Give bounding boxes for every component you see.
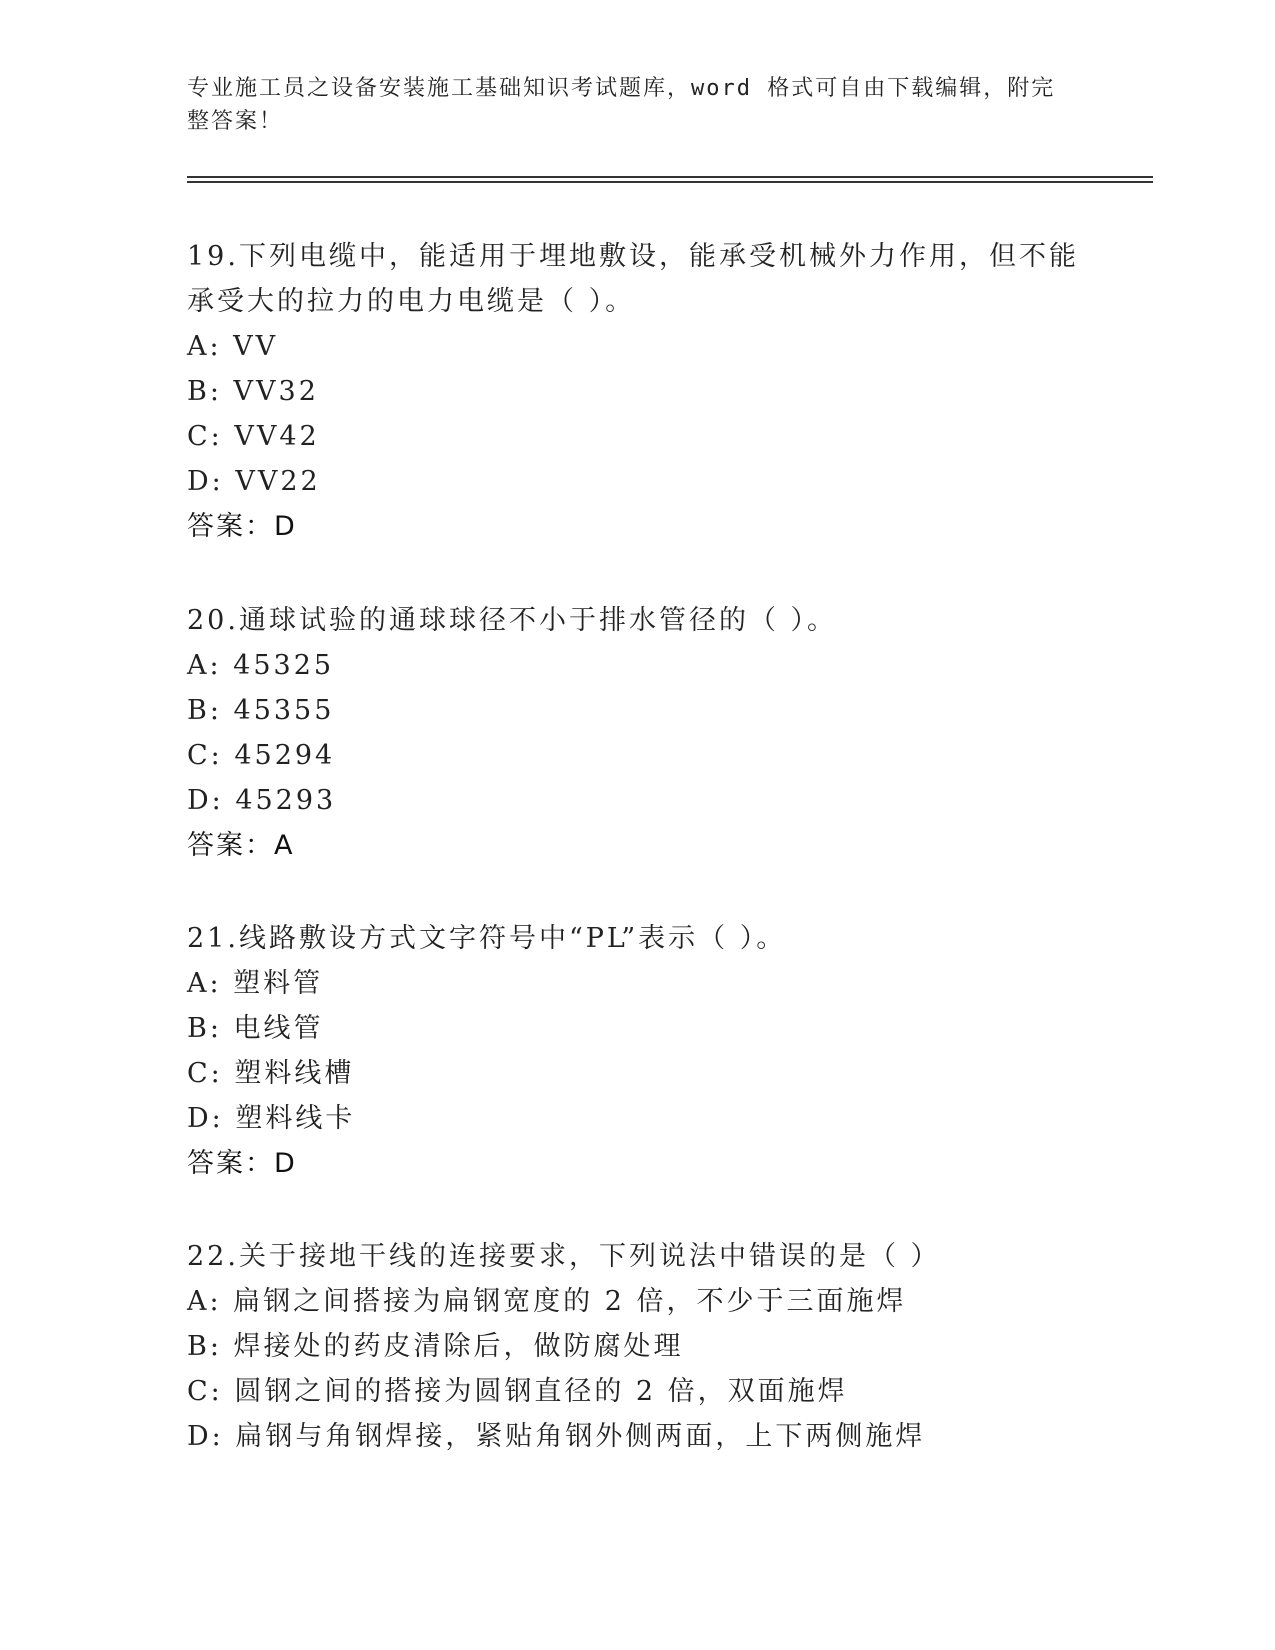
option-c: C: VV42 [187, 421, 320, 452]
option-b: B: 电线管 [187, 1013, 324, 1044]
option-b: B: 焊接处的药皮清除后，做防腐处理 [187, 1331, 684, 1362]
header-divider-bottom [187, 181, 1153, 183]
option-b: B: VV32 [187, 376, 319, 407]
option-a: A: 塑料管 [187, 968, 324, 999]
option-c: C: 塑料线槽 [187, 1058, 355, 1089]
option-d: D: 45293 [187, 785, 337, 816]
question-text: 21.线路敷设方式文字符号中“PL”表示（ ）。 [187, 923, 787, 954]
option-a: A: 45325 [187, 650, 335, 681]
question-21 [187, 916, 1087, 1186]
question-text: 22.关于接地干线的连接要求，下列说法中错误的是（ ） [187, 1241, 941, 1272]
option-d: D: 塑料线卡 [187, 1103, 356, 1134]
option-a: A: VV [187, 331, 279, 362]
question-19 [187, 234, 1087, 549]
answer: 答案：D [187, 511, 297, 542]
option-c: C: 圆钢之间的搭接为圆钢直径的 2 倍，双面施焊 [187, 1376, 848, 1407]
question-22 [187, 1234, 1087, 1459]
answer: 答案：A [187, 830, 295, 861]
option-d: D: 扁钢与角钢焊接，紧贴角钢外侧两面，上下两侧施焊 [187, 1421, 926, 1452]
option-a: A: 扁钢之间搭接为扁钢宽度的 2 倍，不少于三面施焊 [187, 1286, 907, 1317]
option-b: B: 45355 [187, 695, 335, 726]
option-c: C: 45294 [187, 740, 336, 771]
question-20 [187, 598, 1087, 868]
answer: 答案：D [187, 1148, 297, 1179]
header-divider-top [187, 176, 1153, 178]
document-header: 专业施工员之设备安装施工基础知识考试题库，word 格式可自由下载编辑，附完整答案！ [187, 76, 1056, 134]
question-text: 19.下列电缆中，能适用于埋地敷设，能承受机械外力作用，但不能承受大的拉力的电力电缆是（ ）。 [187, 241, 1079, 317]
option-d: D: VV22 [187, 466, 321, 497]
question-text: 20.通球试验的通球球径不小于排水管径的（ ）。 [187, 605, 838, 636]
